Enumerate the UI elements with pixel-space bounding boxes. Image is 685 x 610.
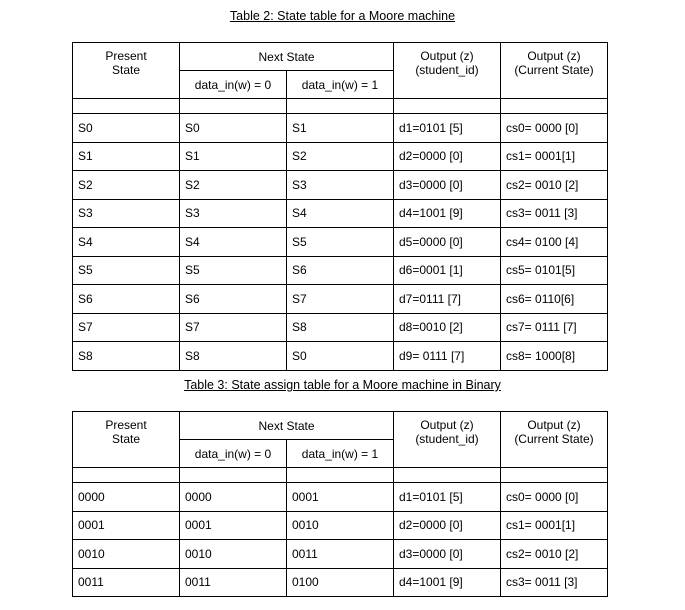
cell-present-state: S5 — [73, 256, 180, 285]
cell-present-state: S1 — [73, 142, 180, 171]
header-present-state: Present State — [73, 43, 180, 99]
table-row — [73, 228, 608, 257]
cell-output-current-state: cs0= 0000 [0] — [501, 114, 608, 143]
cell-present-state: 0001 — [73, 511, 180, 540]
cell-next-state-0: S2 — [180, 171, 287, 200]
cell-present-state: 0010 — [73, 540, 180, 569]
cell-output-student-id: d5=0000 [0] — [394, 228, 501, 257]
cell-output-current-state: cs1= 0001[1] — [501, 142, 608, 171]
cell-next-state-1: S0 — [287, 342, 394, 371]
header-data-in-0: data_in(w) = 0 — [180, 71, 287, 99]
header-data-in-1: data_in(w) = 1 — [287, 71, 394, 99]
cell-output-student-id: d1=0101 [5] — [394, 114, 501, 143]
table2-state-table — [72, 42, 608, 371]
cell-output-current-state: cs8= 1000[8] — [501, 342, 608, 371]
cell-output-current-state: cs5= 0101[5] — [501, 256, 608, 285]
table-row — [73, 256, 608, 285]
header-output-current: Output (z) (Current State) — [501, 412, 608, 468]
table-row — [73, 568, 608, 597]
cell-present-state: 0000 — [73, 483, 180, 512]
cell-output-student-id: d3=0000 [0] — [394, 171, 501, 200]
table-row — [73, 511, 608, 540]
cell-output-student-id: d4=1001 [9] — [394, 568, 501, 597]
cell-output-student-id: d3=0000 [0] — [394, 540, 501, 569]
cell-output-current-state: cs6= 0110[6] — [501, 285, 608, 314]
cell-present-state: S4 — [73, 228, 180, 257]
header-output-student: Output (z) (student_id) — [394, 412, 501, 468]
table3-binary-table — [72, 411, 608, 597]
cell-output-current-state: cs3= 0011 [3] — [501, 199, 608, 228]
table3-body — [73, 468, 608, 597]
table3-caption: Table 3: State assign table for a Moore machine in Binary — [184, 378, 501, 392]
table-row — [73, 114, 608, 143]
cell-next-state-0: S5 — [180, 256, 287, 285]
header-data-in-0: data_in(w) = 0 — [180, 440, 287, 468]
table-row — [73, 199, 608, 228]
table-gap-row — [73, 468, 608, 483]
cell-next-state-0: S3 — [180, 199, 287, 228]
cell-next-state-1: S5 — [287, 228, 394, 257]
cell-present-state: S8 — [73, 342, 180, 371]
header-present-state: Present State — [73, 412, 180, 468]
cell-next-state-0: 0010 — [180, 540, 287, 569]
cell-output-student-id: d8=0010 [2] — [394, 313, 501, 342]
cell-next-state-0: S4 — [180, 228, 287, 257]
cell-output-student-id: d4=1001 [9] — [394, 199, 501, 228]
cell-present-state: S3 — [73, 199, 180, 228]
cell-output-current-state: cs2= 0010 [2] — [501, 171, 608, 200]
cell-next-state-1: S3 — [287, 171, 394, 200]
cell-output-student-id: d1=0101 [5] — [394, 483, 501, 512]
cell-next-state-0: S7 — [180, 313, 287, 342]
cell-present-state: 0011 — [73, 568, 180, 597]
cell-next-state-0: S0 — [180, 114, 287, 143]
table-gap-row — [73, 99, 608, 114]
cell-next-state-0: 0011 — [180, 568, 287, 597]
table-row — [73, 171, 608, 200]
cell-output-student-id: d2=0000 [0] — [394, 142, 501, 171]
header-data-in-1: data_in(w) = 1 — [287, 440, 394, 468]
cell-output-current-state: cs4= 0100 [4] — [501, 228, 608, 257]
cell-next-state-0: 0000 — [180, 483, 287, 512]
cell-output-current-state: cs7= 0111 [7] — [501, 313, 608, 342]
cell-next-state-1: S2 — [287, 142, 394, 171]
header-next-state: Next State — [180, 412, 394, 440]
table-row — [73, 483, 608, 512]
header-output-student: Output (z) (student_id) — [394, 43, 501, 99]
cell-output-student-id: d7=0111 [7] — [394, 285, 501, 314]
cell-next-state-1: S6 — [287, 256, 394, 285]
cell-next-state-0: S1 — [180, 142, 287, 171]
cell-present-state: S7 — [73, 313, 180, 342]
cell-present-state: S0 — [73, 114, 180, 143]
table2-caption: Table 2: State table for a Moore machine — [229, 9, 456, 23]
cell-next-state-1: S4 — [287, 199, 394, 228]
header-next-state: Next State — [180, 43, 394, 71]
cell-present-state: S6 — [73, 285, 180, 314]
cell-next-state-0: S6 — [180, 285, 287, 314]
cell-next-state-1: S8 — [287, 313, 394, 342]
cell-present-state: S2 — [73, 171, 180, 200]
cell-output-current-state: cs1= 0001[1] — [501, 511, 608, 540]
table2-body — [73, 99, 608, 371]
table-row — [73, 142, 608, 171]
cell-next-state-1: S7 — [287, 285, 394, 314]
table-row — [73, 540, 608, 569]
cell-output-current-state: cs2= 0010 [2] — [501, 540, 608, 569]
cell-next-state-1: 0100 — [287, 568, 394, 597]
cell-output-current-state: cs0= 0000 [0] — [501, 483, 608, 512]
header-output-current: Output (z) (Current State) — [501, 43, 608, 99]
cell-next-state-0: S8 — [180, 342, 287, 371]
cell-next-state-1: 0001 — [287, 483, 394, 512]
cell-next-state-1: 0010 — [287, 511, 394, 540]
cell-output-student-id: d9= 0111 [7] — [394, 342, 501, 371]
cell-output-student-id: d2=0000 [0] — [394, 511, 501, 540]
table-row — [73, 285, 608, 314]
cell-output-student-id: d6=0001 [1] — [394, 256, 501, 285]
cell-next-state-1: S1 — [287, 114, 394, 143]
cell-next-state-0: 0001 — [180, 511, 287, 540]
cell-output-current-state: cs3= 0011 [3] — [501, 568, 608, 597]
cell-next-state-1: 0011 — [287, 540, 394, 569]
table-row — [73, 342, 608, 371]
table-row — [73, 313, 608, 342]
